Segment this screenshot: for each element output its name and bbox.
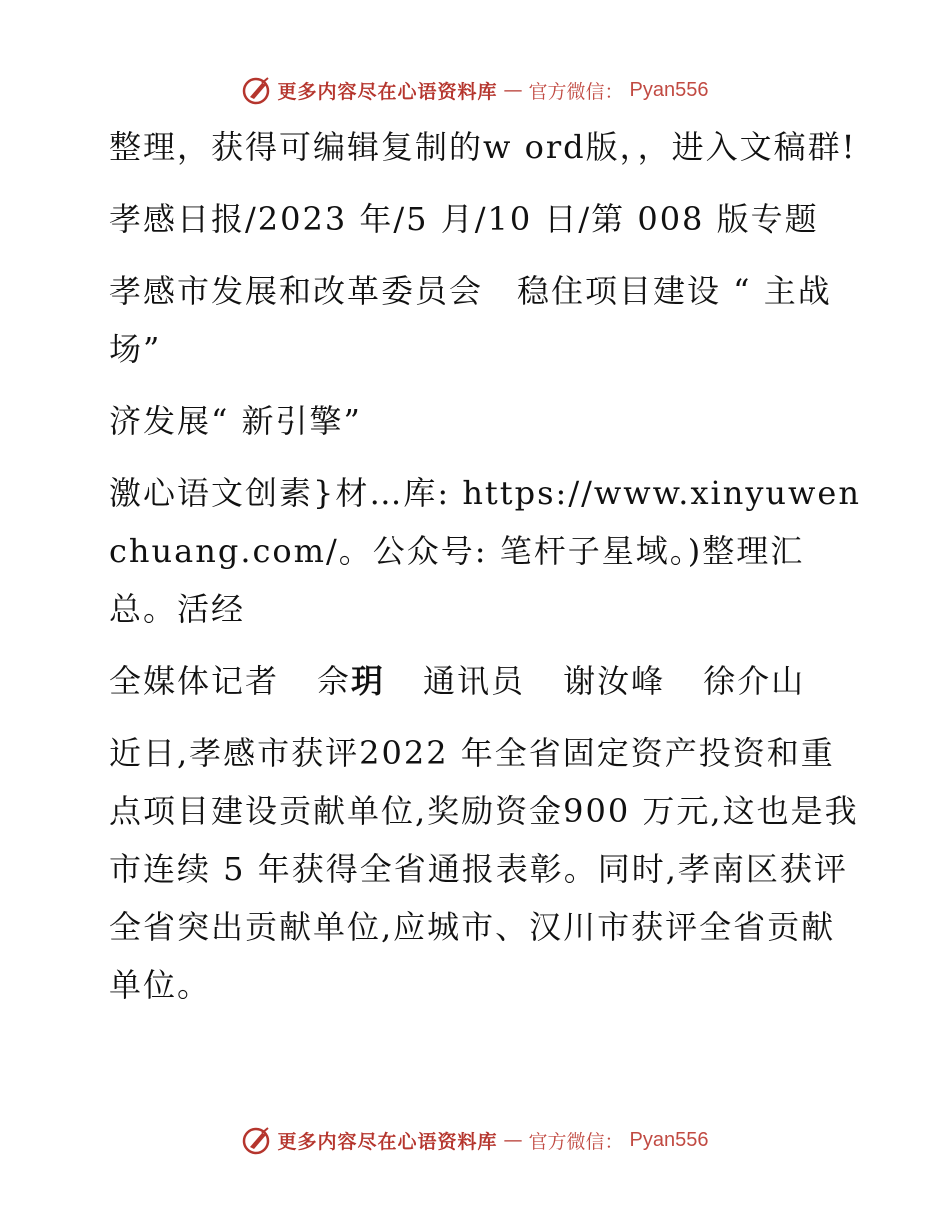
- banner-text: 更多内容尽在心语资料库: [277, 80, 498, 103]
- byline-correspondent-name-1: 谢汝峰: [563, 662, 666, 700]
- pen-logo-icon: [242, 1125, 272, 1155]
- byline-reporter-name-b: 玥: [351, 662, 386, 700]
- byline-correspondent-name-2: 徐介山: [703, 662, 806, 700]
- paragraph-source: 孝感日报/2023 年/5 月/10 日/第 008 版专题: [109, 200, 819, 238]
- pen-logo-icon: [242, 75, 272, 105]
- banner-wechat-label: 官方微信：: [528, 1130, 624, 1153]
- paragraph-headline: 孝感市发展和改革委员会 稳住项目建设 “ 主战场”: [109, 272, 832, 368]
- paragraph-notice: 激心语文创素}材…库: https://www.xinyuwenchuang.com/。公众号: 笔杆子星域。)整理汇总。活经: [109, 474, 861, 628]
- byline-correspondent-label: 通讯员: [423, 662, 526, 700]
- paragraph-intro: 整理，获得可编辑复制的w ord版，，进入文稿群!: [109, 128, 857, 166]
- banner-wechat-id: Pyan556: [629, 78, 709, 101]
- banner-text: 更多内容尽在心语资料库: [277, 1130, 498, 1153]
- byline-reporter-label: 全媒体记者: [109, 662, 280, 700]
- banner-wechat-id: Pyan556: [629, 1128, 709, 1151]
- byline-reporter-name-a: 佘: [317, 662, 352, 700]
- header-banner: [0, 70, 950, 110]
- byline: [97, 652, 867, 710]
- footer-banner: [0, 1120, 950, 1160]
- banner-wechat-label: 官方微信：: [528, 80, 624, 103]
- banner-dash: —: [503, 79, 523, 101]
- paragraph-subheadline: 济发展“ 新引擎”: [109, 402, 362, 440]
- document-body: [97, 118, 867, 1028]
- paragraph-body: 近日,孝感市获评2022 年全省固定资产投资和重点项目建设贡献单位,奖励资金900 万元,这也是我市连续 5 年获得全省通报表彰。同时,孝南区获评全省突出贡献单位,应城市、汉川市获评全省贡献单位。: [109, 734, 859, 1004]
- banner-dash: —: [503, 1129, 523, 1151]
